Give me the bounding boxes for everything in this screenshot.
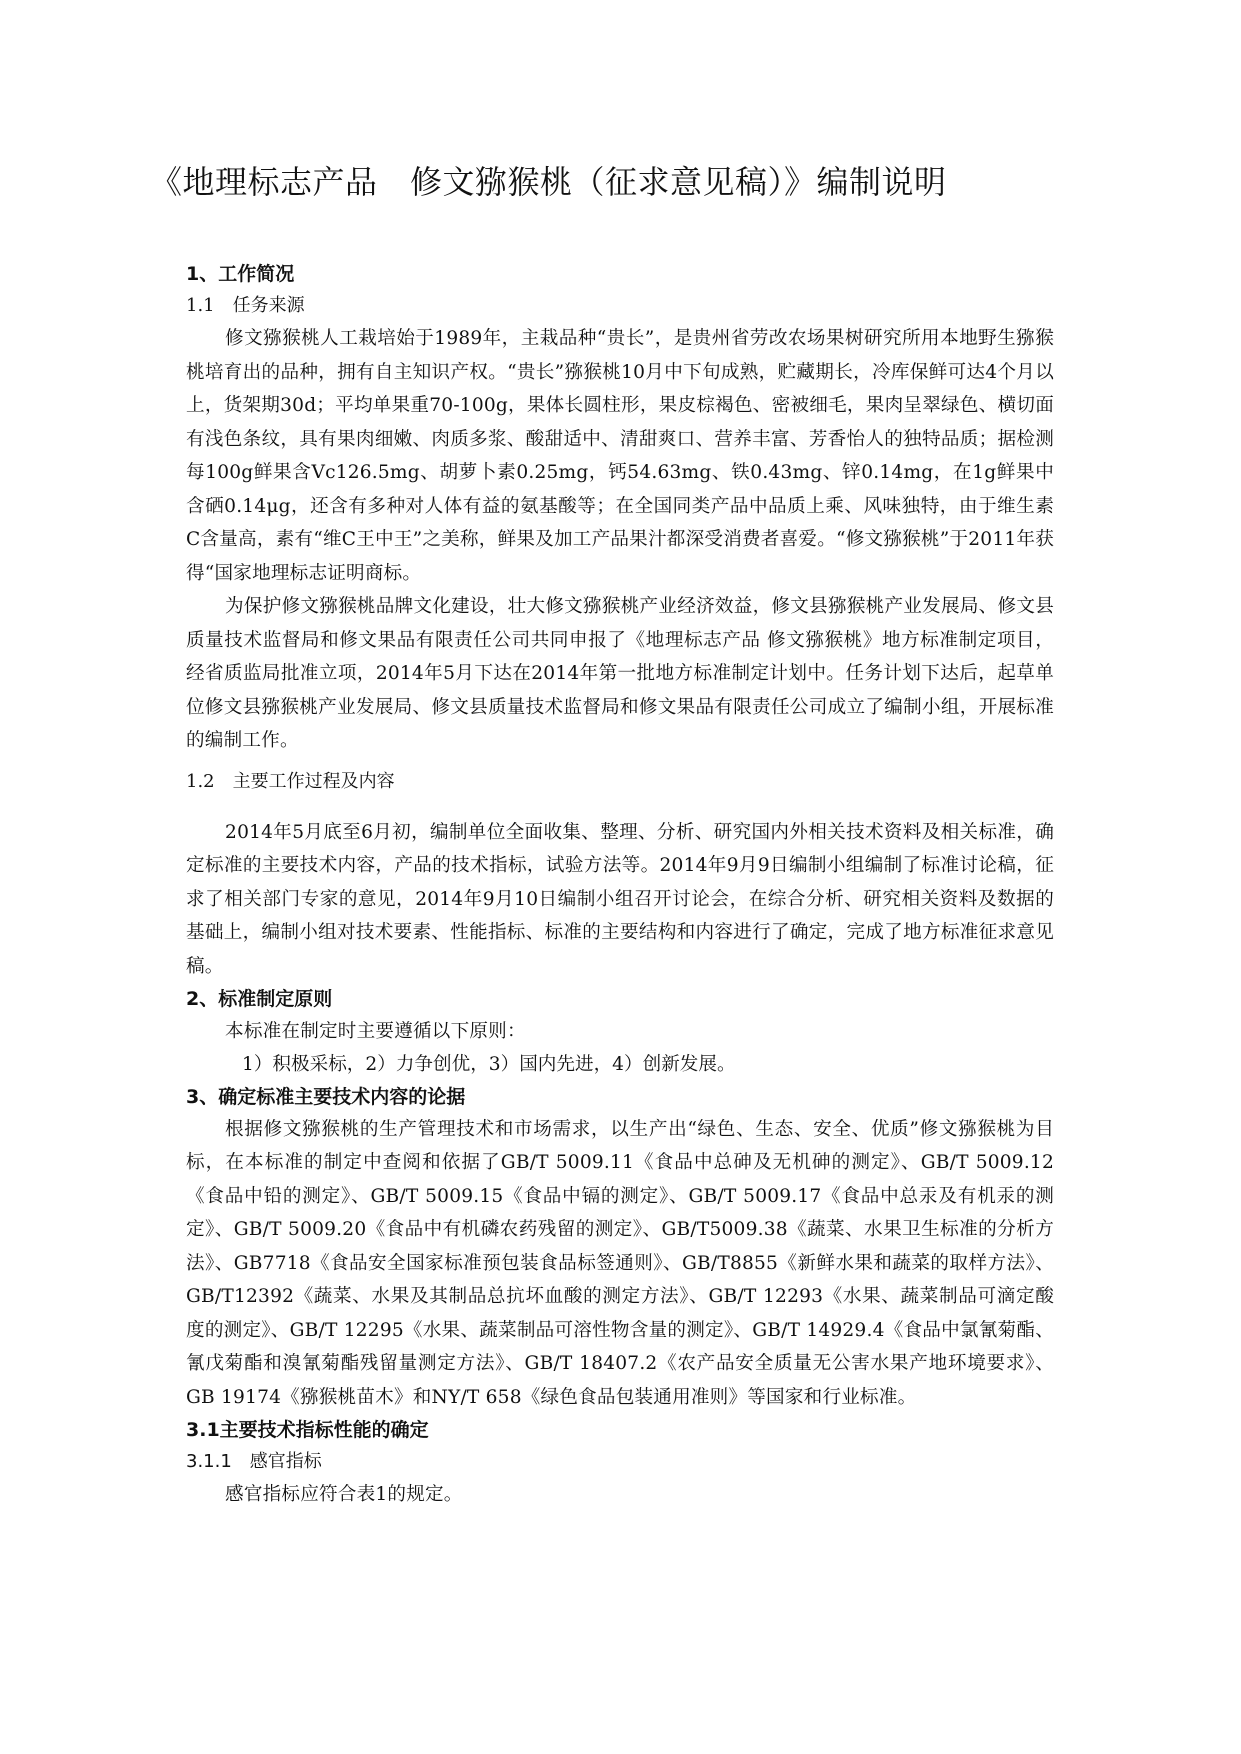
- spacer: [186, 798, 1054, 816]
- section-1-1-heading: 1.1 任务来源: [186, 295, 305, 316]
- section-2-paragraph-1: 本标准在制定时主要遵循以下原则：: [225, 1021, 526, 1042]
- section-3-1-1-paragraph-1: 感官指标应符合表1的规定。: [225, 1484, 463, 1505]
- section-3-1-heading: 3.1主要技术指标性能的确定: [186, 1419, 429, 1441]
- section-2-heading: 2、标准制定原则: [186, 988, 333, 1010]
- section-3-1-1-heading: 3.1.1 感官指标: [186, 1451, 322, 1472]
- section-2-principles-list: 1）积极采标，2）力争创优，3）国内先进，4）创新发展。: [242, 1053, 736, 1075]
- section-1-1-paragraph-1: 修文猕猴桃人工栽培始于1989年，主栽品种“贵长”，是贵州省劳改农场果树研究所用本地野生猕猴桃培育出的品种，拥有自主知识产权。“贵长”猕猴桃10月中下旬成熟，贮藏期长，冷库保鲜可达4个月以上，货架期30d；平均单果重70-100g，果体长圆柱形，果皮棕褐色、密被细毛，果肉呈翠绿色、横切面有浅色条纹，具有果肉细嫩、肉质多浆、酸甜适中、清甜爽口、营养丰富、芳香怡人的独特品质；据检测每100g鲜果含Vc126.5mg、胡萝卜素0.25mg，钙54.63mg、铁0.43mg、锌0.14mg，在1g鲜果中含硒0.14μg，还含有多种对人体有益的氨基酸等；在全国同类产品中品质上乘、风味独特，由于维生素C含量高，素有“维C王中王”之美称，鲜果及加工产品果汁都深受消费者喜爱。“修文猕猴桃”于2011年获得“国家地理标志证明商标。: [186, 328, 1054, 584]
- spacer: [186, 758, 1054, 766]
- section-3-paragraph-1: 根据修文猕猴桃的生产管理技术和市场需求，以生产出“绿色、生态、安全、优质”修文猕猴桃为目标，在本标准的制定中查阅和依据了GB/T 5009.11《食品中总砷及无机砷的测定》、GB/T 5009.12《食品中铅的测定》、GB/T 5009.15《食品中镉的测定》、GB/T 5009.17《食品中总汞及有机汞的测定》、GB/T 5009.20《食品中有机磷农药残留的测定》、GB/T5009.38《蔬菜、水果卫生标准的分析方法》、GB7718《食品安全国家标准预包装食品标签通则》、GB/T8855《新鲜水果和蔬菜的取样方法》、GB/T12392《蔬菜、水果及其制品总抗坏血酸的测定方法》、GB/T 12293《水果、蔬菜制品可滴定酸度的测定》、GB/T 12295《水果、蔬菜制品可溶性物含量的测定》、GB/T 14929.4《食品中氯氰菊酯、氰戊菊酯和溴氰菊酯残留量测定方法》、GB/T 18407.2《农产品安全质量无公害水果产地环境要求》、GB 19174《猕猴桃苗木》和NY/T 658《绿色食品包装通用准则》等国家和行业标准。: [186, 1118, 1054, 1408]
- section-3-heading: 3、确定标准主要技术内容的论据: [186, 1085, 466, 1108]
- section-1-1-paragraph-2: 为保护修文猕猴桃品牌文化建设，壮大修文猕猴桃产业经济效益，修文县猕猴桃产业发展局、修文县质量技术监督局和修文果品有限责任公司共同申报了《地理标志产品 修文猕猴桃》地方标准制定项目，经省质监局批准立项，2014年5月下达在2014年第一批地方标准制定计划中。任务计划下达后，起草单位修文县猕猴桃产业发展局、修文县质量技术监督局和修文果品有限责任公司成立了编制小组，开展标准的编制工作。: [186, 596, 1054, 751]
- section-1-2-heading: 1.2 主要工作过程及内容: [186, 770, 395, 792]
- document-body: [186, 258, 1054, 1512]
- document-title: 《地理标志产品 修文猕猴桃（征求意见稿）》编制说明: [150, 163, 947, 201]
- section-1-heading: 1、工作简况: [186, 263, 295, 285]
- section-1-2-paragraph-1: 2014年5月底至6月初，编制单位全面收集、整理、分析、研究国内外相关技术资料及相关标准，确定标准的主要技术内容，产品的技术指标，试验方法等。2014年9月9日编制小组编制了标准讨论稿，征求了相关部门专家的意见，2014年9月10日编制小组召开讨论会，在综合分析、研究相关资料及数据的基础上，编制小组对技术要素、性能指标、标准的主要结构和内容进行了确定，完成了地方标准征求意见稿。: [186, 821, 1054, 977]
